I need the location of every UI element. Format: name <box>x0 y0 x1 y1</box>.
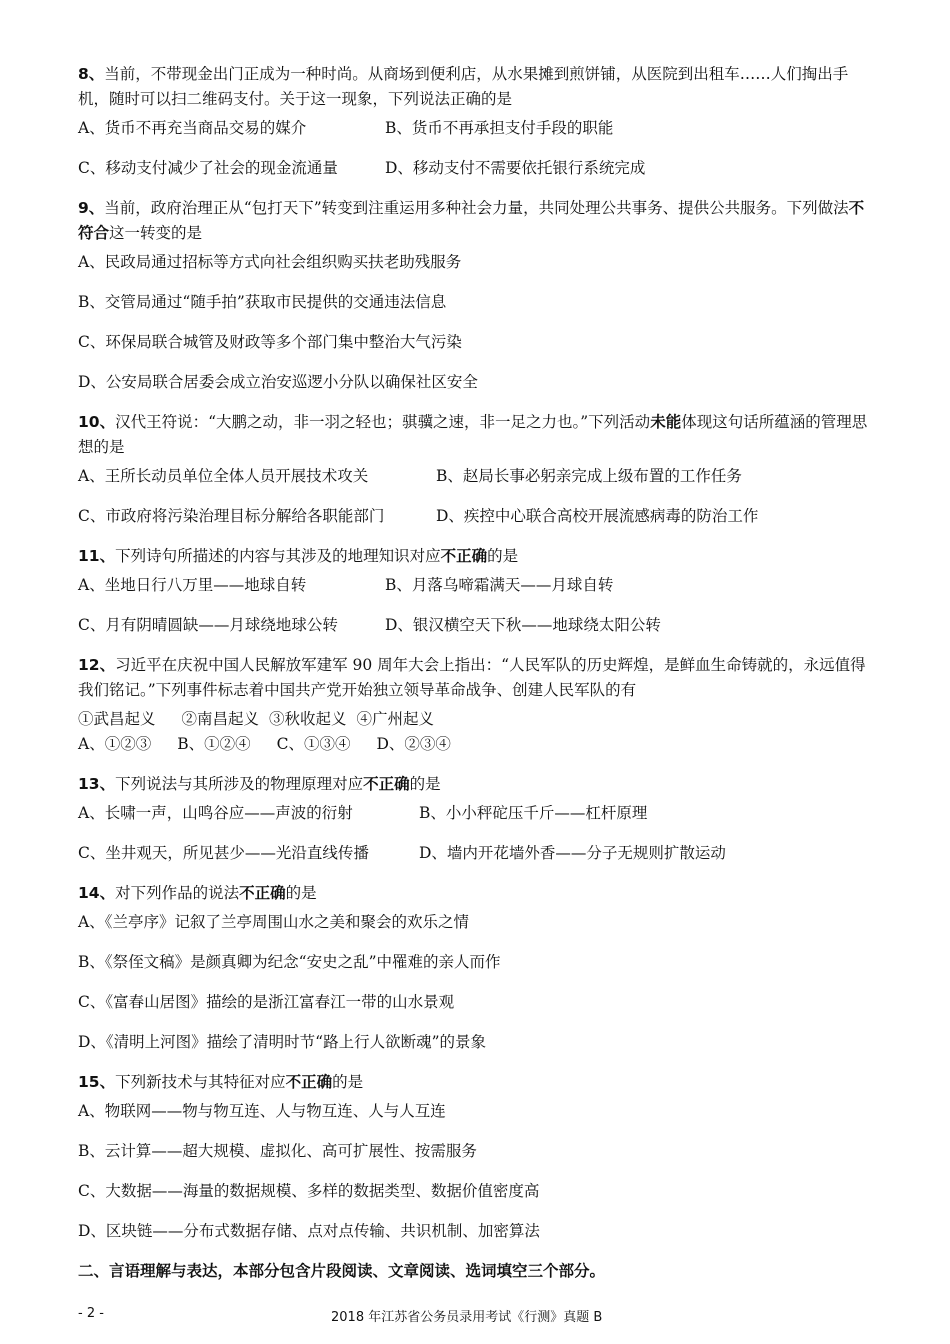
option-row <box>78 613 878 638</box>
option-row <box>78 156 878 181</box>
option-c: C、移动支付减少了社会的现金流通量 <box>78 159 338 177</box>
exam-page <box>78 62 878 1284</box>
option-b: B、赵局长事必躬亲完成上级布置的工作任务 <box>436 467 742 485</box>
option-c: C、①③④ <box>276 735 351 753</box>
question-number: 13、 <box>78 775 116 793</box>
question-8 <box>78 62 878 181</box>
question-stem <box>78 544 878 569</box>
event-item: ①武昌起义 <box>78 710 156 728</box>
stem-text: 当前，政府治理正从“包打天下”转变到注重运用多种社会力量，共同处理公共事务、提供公共服务。下列做法 <box>104 199 849 217</box>
option-d: D、移动支付不需要依托银行系统完成 <box>385 159 646 177</box>
option-c: C、环保局联合城管及财政等多个部门集中整治大气污染 <box>78 333 462 351</box>
question-stem <box>78 196 878 246</box>
question-number: 9、 <box>78 199 105 217</box>
stem-text: 体现这句话所蕴涵的管理思想的是 <box>78 413 868 456</box>
stem-emphasis: 不正确 <box>285 1073 333 1091</box>
stem-text: 对下列作品的说法 <box>115 884 240 902</box>
question-10 <box>78 410 878 529</box>
question-stem <box>78 62 878 112</box>
stem-text: 下列说法与其所涉及的物理原理对应 <box>115 775 364 793</box>
option-b: B、小小秤砣压千斤——杠杆原理 <box>419 804 648 822</box>
option-b: B、交管局通过“随手拍”获取市民提供的交通违法信息 <box>78 293 447 311</box>
option-a: A、货币不再充当商品交易的媒介 <box>78 119 307 137</box>
section-heading: 二、言语理解与表达，本部分包含片段阅读、文章阅读、选词填空三个部分。 <box>78 1262 606 1280</box>
stem-text: 这一转变的是 <box>109 224 203 242</box>
option-c: C、大数据——海量的数据规模、多样的数据类型、数据价值密度高 <box>78 1182 540 1200</box>
stem-emphasis: 不符合 <box>78 199 865 242</box>
option-row <box>78 841 878 866</box>
question-number: 15、 <box>78 1073 116 1091</box>
option-a: A、物联网——物与物互连、人与物互连、人与人互连 <box>78 1102 446 1120</box>
option-b: B、货币不再承担支付手段的职能 <box>385 119 614 137</box>
option-d: D、疾控中心联合高校开展流感病毒的防治工作 <box>436 507 759 525</box>
question-stem <box>78 772 878 797</box>
option-row <box>78 504 878 529</box>
option-d: D、②③④ <box>376 735 451 753</box>
question-stem <box>78 653 878 703</box>
event-item: ③秋收起义 <box>269 710 347 728</box>
option-d: D、墙内开花墙外香——分子无规则扩散运动 <box>419 844 726 862</box>
page-number: - 2 - <box>78 1306 104 1321</box>
stem-text: 习近平在庆祝中国人民解放军建军 90 周年大会上指出：“人民军队的历史辉煌，是鲜血生命铸就的，永远值得我们铭记。”下列事件标志着中国共产党开始独立领导革命战争、创建人民军队的有 <box>78 656 866 699</box>
option-c: C、坐井观天，所见甚少——光沿直线传播 <box>78 844 369 862</box>
event-item: ②南昌起义 <box>181 710 260 728</box>
option-a: A、王所长动员单位全体人员开展技术攻关 <box>78 467 369 485</box>
stem-text: 汉代王符说：“大鹏之动，非一羽之轻也；骐骥之速，非一足之力也。”下列活动 <box>115 413 651 431</box>
option-row <box>78 573 878 598</box>
question-12 <box>78 653 878 757</box>
event-list <box>78 707 878 732</box>
question-11 <box>78 544 878 638</box>
option-d: D、《清明上河图》描绘了清明时节“路上行人欲断魂”的景象 <box>78 1033 487 1051</box>
stem-emphasis: 不正确 <box>440 547 488 565</box>
option-a: A、长啸一声，山鸣谷应——声波的衍射 <box>78 804 353 822</box>
option-b: B、《祭侄文稿》是颜真卿为纪念“安史之乱”中罹难的亲人而作 <box>78 953 501 971</box>
option-b: B、云计算——超大规模、虚拟化、高可扩展性、按需服务 <box>78 1142 477 1160</box>
question-15 <box>78 1070 878 1244</box>
option-b: B、①②④ <box>177 735 251 753</box>
stem-text: 的是 <box>409 775 441 793</box>
option-a: A、民政局通过招标等方式向社会组织购买扶老助残服务 <box>78 253 462 271</box>
question-number: 12、 <box>78 656 116 674</box>
stem-text: 的是 <box>332 1073 364 1091</box>
event-item: ④广州起义 <box>356 710 435 728</box>
option-row <box>78 732 878 757</box>
option-row <box>78 464 878 489</box>
stem-text: 的是 <box>285 884 317 902</box>
stem-text: 下列新技术与其特征对应 <box>115 1073 286 1091</box>
option-d: D、银汉横空天下秋——地球绕太阳公转 <box>385 616 661 634</box>
question-number: 10、 <box>78 413 116 431</box>
option-a: A、《兰亭序》记叙了兰亭周围山水之美和聚会的欢乐之情 <box>78 913 469 931</box>
option-a: A、①②③ <box>78 735 152 753</box>
stem-emphasis: 不正确 <box>239 884 286 902</box>
option-b: B、月落乌啼霜满天——月球自转 <box>385 576 614 594</box>
option-row <box>78 116 878 141</box>
question-stem <box>78 1070 878 1095</box>
question-13 <box>78 772 878 866</box>
option-d: D、公安局联合居委会成立治安巡逻小分队以确保社区安全 <box>78 373 478 391</box>
option-row <box>78 801 878 826</box>
question-number: 14、 <box>78 884 116 902</box>
stem-emphasis: 不正确 <box>363 775 410 793</box>
question-stem <box>78 881 878 906</box>
stem-text: 的是 <box>487 547 519 565</box>
option-c: C、《富春山居图》描绘的是浙江富春江一带的山水景观 <box>78 993 455 1011</box>
option-c: C、月有阴晴圆缺——月球绕地球公转 <box>78 616 338 634</box>
question-number: 8、 <box>78 65 105 83</box>
stem-emphasis: 未能 <box>650 413 682 431</box>
option-a: A、坐地日行八万里——地球自转 <box>78 576 307 594</box>
option-c: C、市政府将污染治理目标分解给各职能部门 <box>78 507 385 525</box>
question-9 <box>78 196 878 395</box>
stem-text: 当前，不带现金出门正成为一种时尚。从商场到便利店，从水果摊到煎饼铺，从医院到出租车……人们掏出手机，随时可以扫二维码支付。关于这一现象，下列说法正确的是 <box>78 65 849 108</box>
footer-title: 2018 年江苏省公务员录用考试《行测》真题 B <box>331 1310 603 1325</box>
question-14 <box>78 881 878 1055</box>
stem-text: 下列诗句所描述的内容与其涉及的地理知识对应 <box>115 547 441 565</box>
question-number: 11、 <box>78 547 116 565</box>
question-stem <box>78 410 878 460</box>
option-d: D、区块链——分布式数据存储、点对点传输、共识机制、加密算法 <box>78 1222 540 1240</box>
